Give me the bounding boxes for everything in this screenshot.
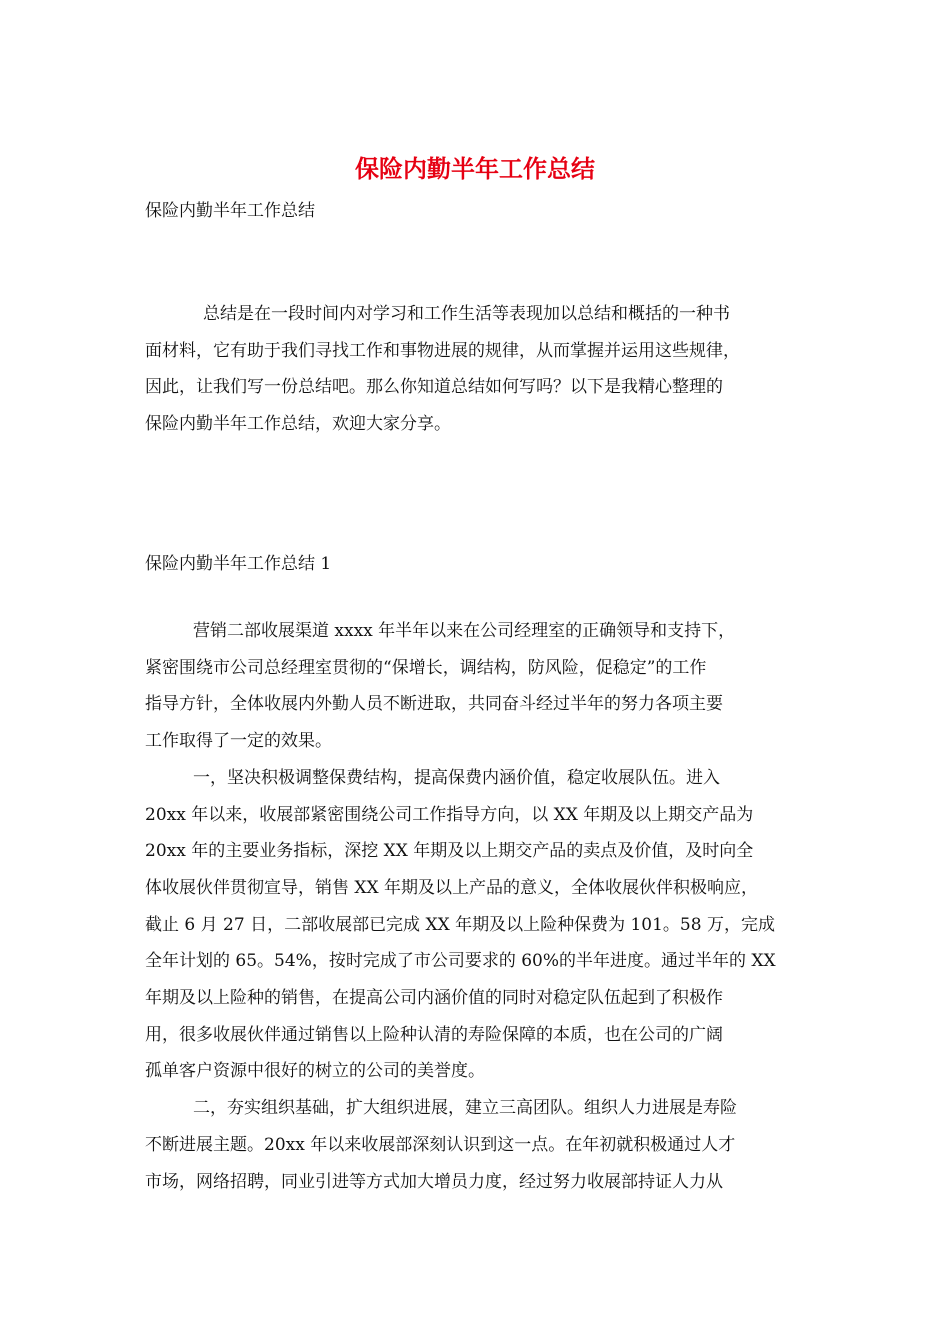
- intro-line: 保险内勤半年工作总结，欢迎大家分享。: [145, 413, 451, 434]
- body-line: 一，坚决积极调整保费结构，提高保费内涵价值，稳定收展队伍。进入: [193, 767, 720, 788]
- intro-line: 因此，让我们写一份总结吧。那么你知道总结如何写吗？以下是我精心整理的: [145, 377, 723, 397]
- body-line: 紧密围绕市公司总经理室贯彻的“保增长，调结构，防风险，促稳定”的工作: [145, 657, 707, 678]
- intro-paragraph: [145, 296, 825, 442]
- body-line: 二，夯实组织基础，扩大组织进展，建立三高团队。组织人力进展是寿险: [193, 1098, 737, 1119]
- body-line: 截止 6 月 27 日，二部收展部已完成 XX 年期及以上险种保费为 101。58 万，完成: [145, 914, 775, 935]
- body-line: 20xx 年的主要业务指标，深挖 XX 年期及以上期交产品的卖点及价值，及时向全: [145, 841, 754, 862]
- body-line: 全年计划的 65。54%，按时完成了市公司要求的 60%的半年进度。通过半年的 XX: [145, 951, 776, 972]
- body-line: 体收展伙伴贯彻宣导，销售 XX 年期及以上产品的意义，全体收展伙伴积极响应，: [145, 877, 759, 898]
- document-title: 保险内勤半年工作总结: [355, 154, 595, 183]
- document-subtitle: 保险内勤半年工作总结: [145, 201, 315, 221]
- body-line: 孤单客户资源中很好的树立的公司的美誉度。: [145, 1061, 485, 1082]
- body-line: 用，很多收展伙伴通过销售以上险种认清的寿险保障的本质，也在公司的广阔: [145, 1024, 723, 1045]
- intro-line: 总结是在一段时间内对学习和工作生活等表现加以总结和概括的一种书: [203, 304, 730, 324]
- body-line: 指导方针，全体收展内外勤人员不断进取，共同奋斗经过半年的努力各项主要: [145, 694, 723, 715]
- section-heading: 保险内勤半年工作总结 1: [145, 554, 332, 574]
- body-line: 市场，网络招聘，同业引进等方式加大增员力度，经过努力收展部持证人力从: [145, 1171, 723, 1192]
- body-text: [145, 613, 825, 1200]
- body-line: 工作取得了一定的效果。: [145, 731, 332, 752]
- body-line: 年期及以上险种的销售，在提高公司内涵价值的同时对稳定队伍起到了积极作: [145, 988, 723, 1009]
- body-line: 不断进展主题。20xx 年以来收展部深刻认识到这一点。在年初就积极通过人才: [145, 1134, 736, 1155]
- body-line: 20xx 年以来，收展部紧密围绕公司工作指导方向，以 XX 年期及以上期交产品为: [145, 804, 754, 825]
- body-line: 营销二部收展渠道 xxxx 年半年以来在公司经理室的正确领导和支持下，: [193, 621, 736, 641]
- intro-line: 面材料，它有助于我们寻找工作和事物进展的规律，从而掌握并运用这些规律，: [145, 340, 740, 361]
